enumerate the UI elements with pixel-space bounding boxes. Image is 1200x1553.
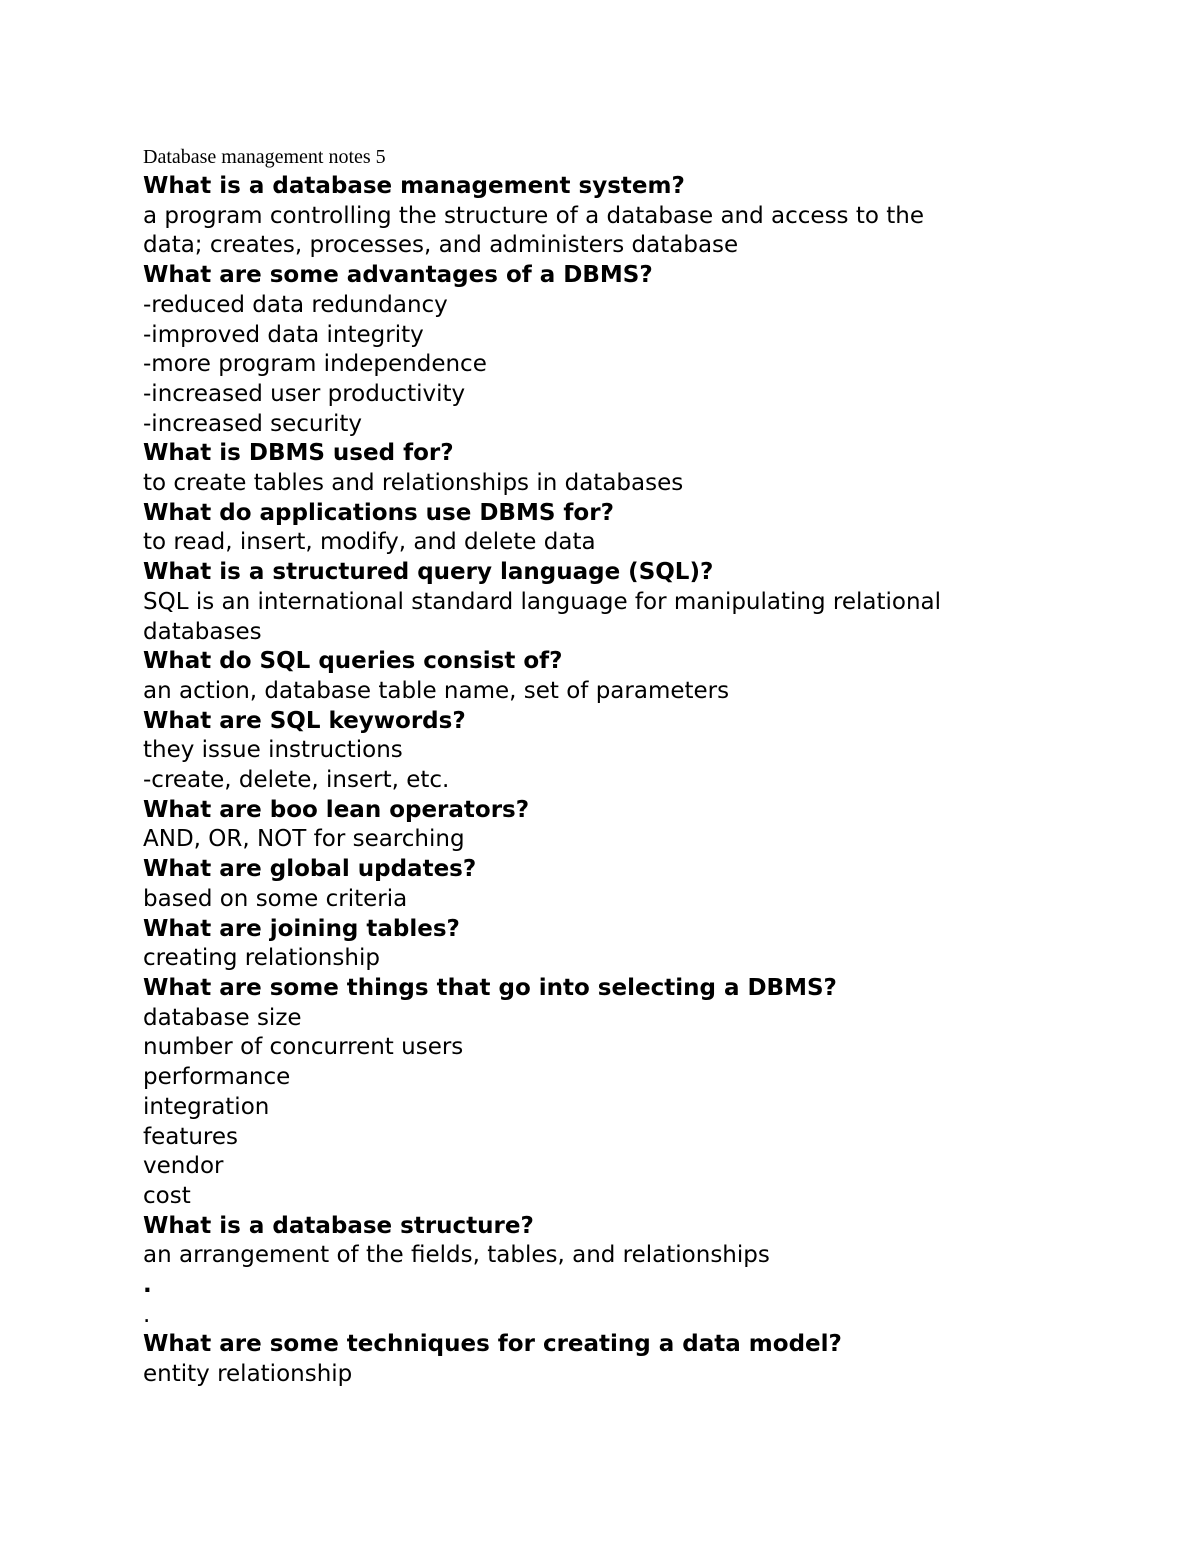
- answer-line: -improved data integrity: [143, 321, 424, 348]
- answer-line: AND, OR, NOT for searching: [143, 826, 465, 853]
- answer-line: databases: [143, 618, 262, 645]
- answer-line: .: [143, 1301, 151, 1328]
- document-title: Database management notes 5: [143, 146, 386, 168]
- answer-line: -create, delete, insert, etc.: [143, 767, 450, 794]
- question-heading: What do SQL queries consist of?: [143, 648, 563, 675]
- answer-line: creating relationship: [143, 945, 380, 972]
- question-heading: What are global updates?: [143, 856, 477, 883]
- answer-line: database size: [143, 1004, 302, 1031]
- answer-line: entity relationship: [143, 1361, 353, 1388]
- answer-line: vendor: [143, 1153, 224, 1180]
- answer-line: performance: [143, 1064, 291, 1091]
- answer-line: a program controlling the structure of a database and access to the: [143, 202, 925, 229]
- answer-line: cost: [143, 1182, 191, 1209]
- question-heading: What do applications use DBMS for?: [143, 499, 614, 526]
- question-heading: What are boo lean operators?: [143, 796, 530, 823]
- answer-line: integration: [143, 1093, 270, 1120]
- question-heading: What are some things that go into selecting a DBMS?: [143, 974, 837, 1001]
- notes-body: [143, 172, 1143, 1390]
- answer-line: an action, database table name, set of parameters: [143, 677, 730, 704]
- answer-line: -more program independence: [143, 351, 487, 378]
- answer-line: they issue instructions: [143, 737, 403, 764]
- document-page: [143, 143, 1143, 1390]
- answer-line: SQL is an international standard language for manipulating relational: [143, 588, 942, 615]
- question-heading: What is a database structure?: [143, 1212, 534, 1239]
- answer-line: to read, insert, modify, and delete data: [143, 529, 596, 556]
- answer-line: data; creates, processes, and administers database: [143, 232, 739, 259]
- question-heading: What is a structured query language (SQL)?: [143, 559, 714, 586]
- question-heading: What is DBMS used for?: [143, 440, 454, 467]
- question-heading: What are SQL keywords?: [143, 707, 466, 734]
- question-heading: What are some advantages of a DBMS?: [143, 262, 653, 289]
- question-heading: .: [143, 1272, 152, 1299]
- answer-line: based on some criteria: [143, 885, 408, 912]
- answer-line: an arrangement of the fields, tables, and relationships: [143, 1242, 770, 1269]
- answer-line: features: [143, 1123, 239, 1150]
- question-heading: What is a database management system?: [143, 173, 685, 199]
- answer-line: to create tables and relationships in databases: [143, 470, 684, 497]
- answer-line: -increased security: [143, 410, 362, 437]
- answer-line: -increased user productivity: [143, 380, 466, 407]
- answer-line: -reduced data redundancy: [143, 291, 448, 318]
- answer-line: number of concurrent users: [143, 1034, 464, 1061]
- question-heading: What are some techniques for creating a data model?: [143, 1331, 842, 1358]
- question-heading: What are joining tables?: [143, 915, 460, 942]
